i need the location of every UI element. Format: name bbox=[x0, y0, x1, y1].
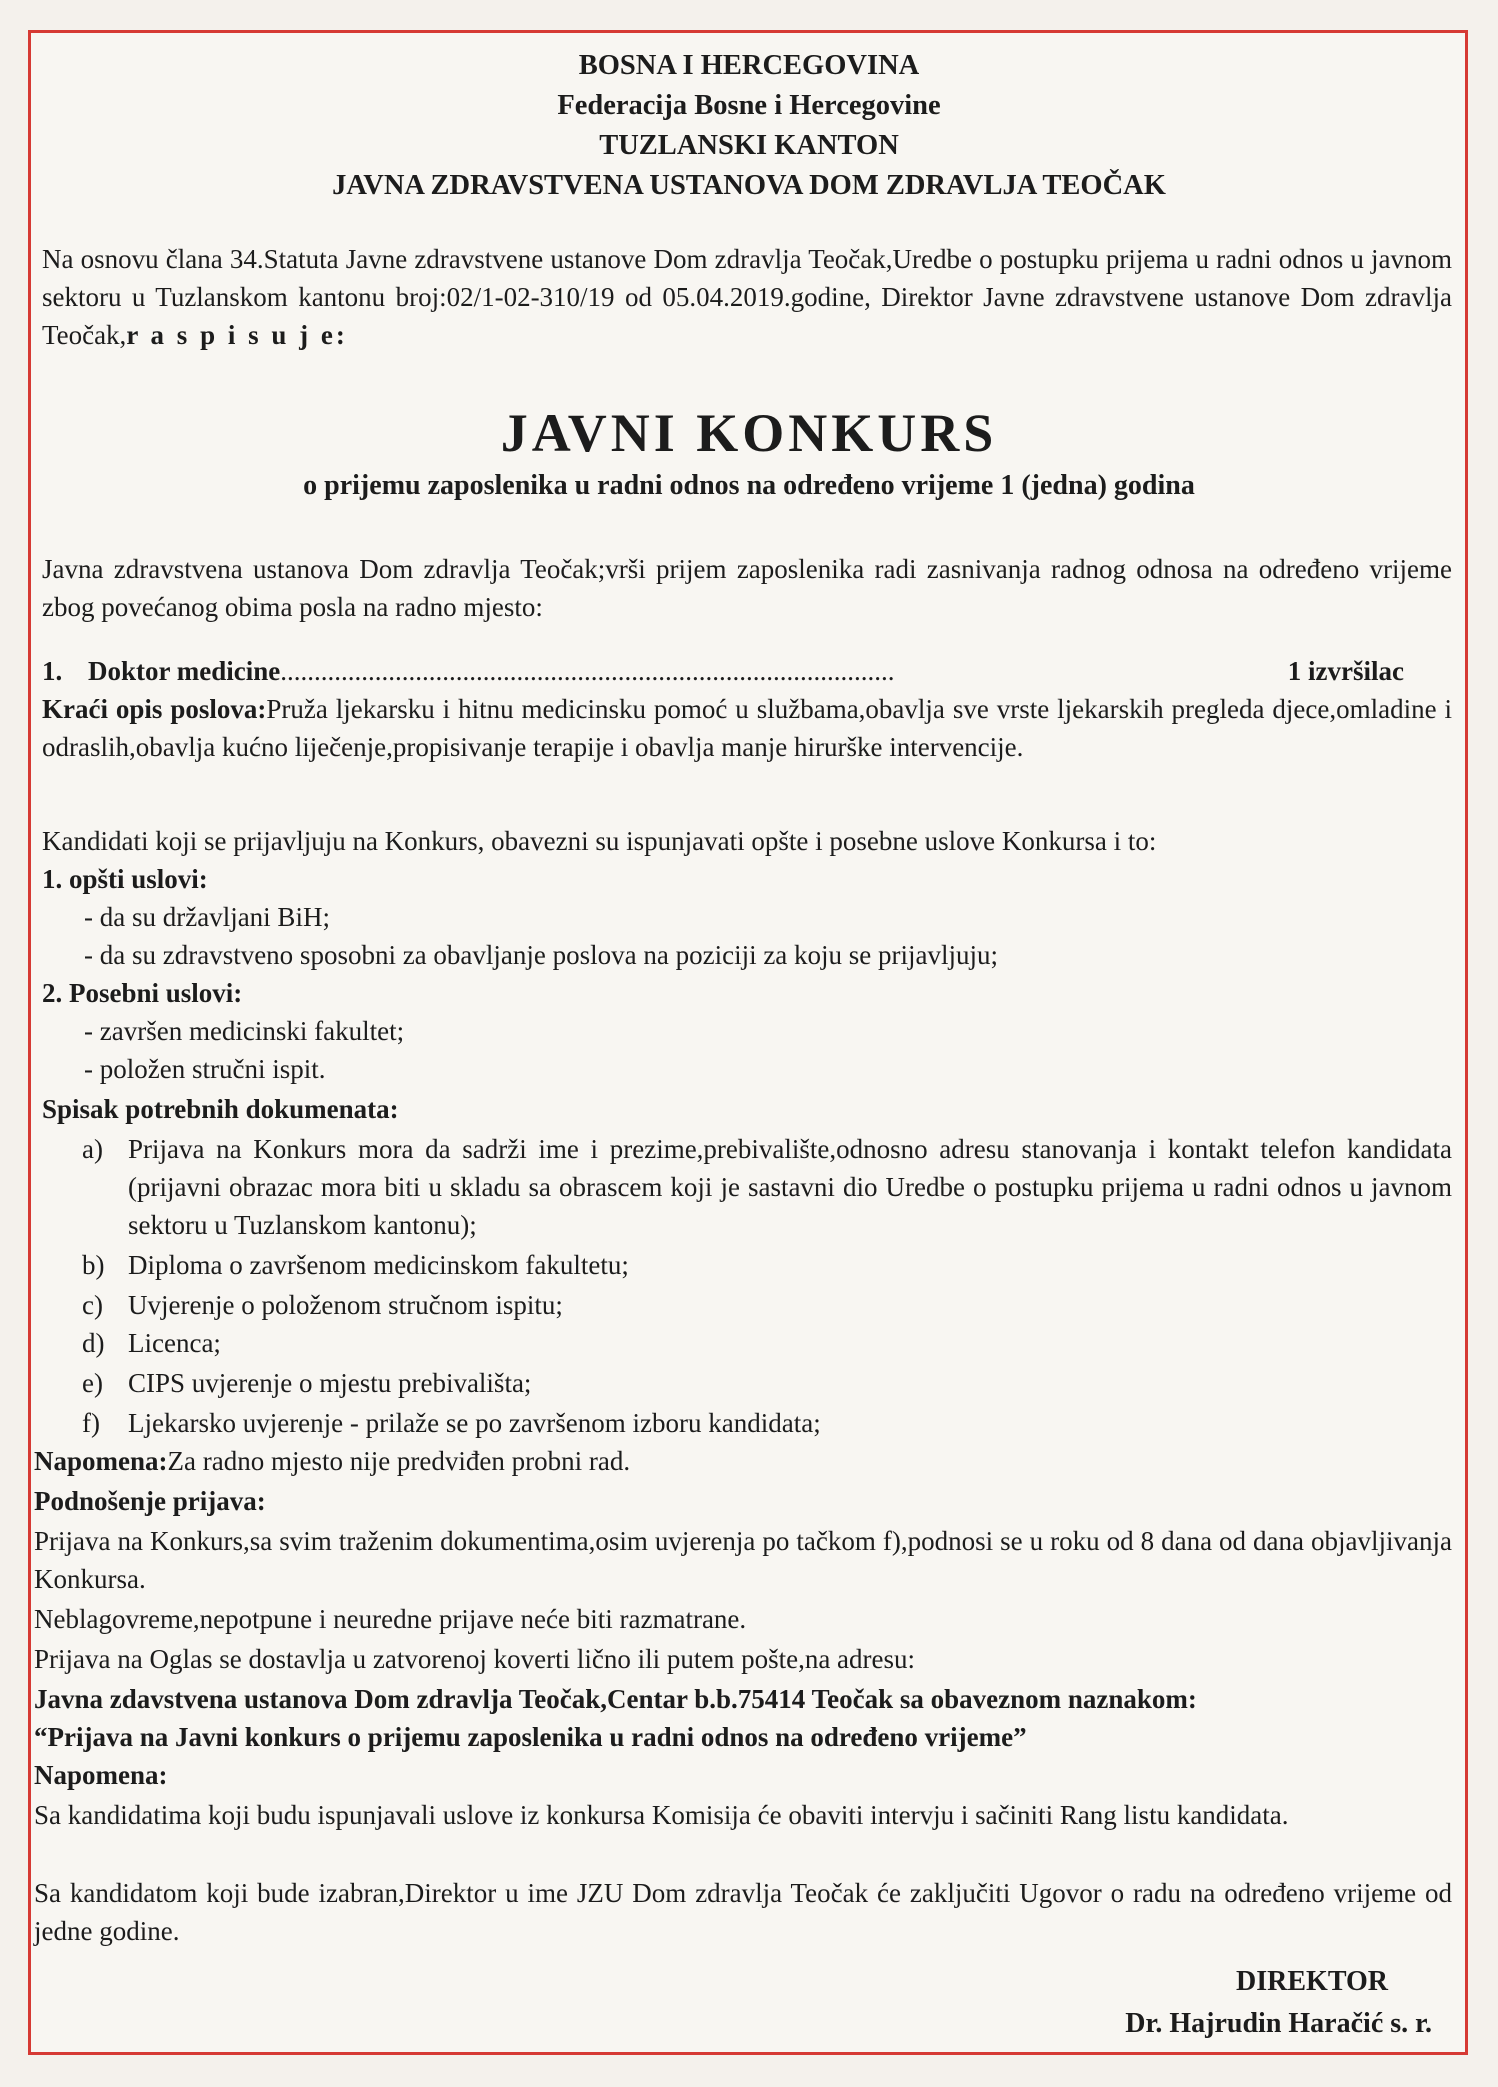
submission-label: Podnošenje prijava: bbox=[34, 1486, 266, 1516]
document-letter: f) bbox=[82, 1408, 100, 1438]
general-conditions-label: 1. opšti uslovi: bbox=[42, 864, 208, 894]
document-text: Prijava na Konkurs mora da sadrži ime i prezime,prebivalište,odnosno adresu stanovanja i kontakt telefon kandidata (prijavni obrazac mora biti u skladu sa obrascem koji je sastavni dio Uredbe o postupku prijema u radni odnos u javnom sektoru u Tuzlanskom kantonu); bbox=[128, 1134, 1452, 1240]
purpose-paragraph: Javna zdravstvena ustanova Dom zdravlja Teočak;vrši prijem zaposlenika radi zasnivanja radnog odnosa na određeno vrijeme zbog povećanog obima posla na radno mjesto: bbox=[42, 554, 1452, 622]
submission-rejection: Neblagovreme,nepotpune i neuredne prijave neće biti razmatrane. bbox=[34, 1604, 747, 1634]
header-federation: Federacija Bosne i Hercegovine bbox=[557, 90, 941, 121]
intro-paragraph bbox=[42, 240, 1452, 354]
job-description-text: Pruža ljekarsku i hitnu medicinsku pomoć u službama,obavlja sve vrste ljekarskih pregleda djece,omladine i odraslih,obavlja kućno liječenje,propisivanje terapije i obavlja manje hirurške intervencije. bbox=[42, 694, 1452, 762]
note-label: Napomena: bbox=[34, 1446, 168, 1476]
submission-address: Javna zdavstvena ustanova Dom zdravlja Teočak,Centar b.b.75414 Teočak sa obaveznom naznakom: bbox=[34, 1684, 1197, 1714]
header-institution: JAVNA ZDRAVSTVENA USTANOVA DOM ZDRAVLJA TEOČAK bbox=[332, 170, 1166, 201]
document-letter: e) bbox=[82, 1368, 103, 1398]
document-text: Ljekarsko uvjerenje - prilaže se po završenom izboru kandidata; bbox=[128, 1408, 821, 1438]
general-condition-item: - da su zdravstveno sposobni za obavljanje poslova na poziciji za koju se prijavljuju; bbox=[84, 940, 999, 970]
position-number: 1. bbox=[42, 656, 63, 686]
page-title: JAVNI KONKURS bbox=[500, 403, 998, 463]
general-condition-item: - da su državljani BiH; bbox=[84, 902, 330, 932]
job-description-label: Kraći opis poslova: bbox=[42, 694, 267, 724]
document-letter: c) bbox=[82, 1290, 103, 1320]
document-text: Uvjerenje o položenom stručnom ispitu; bbox=[128, 1290, 563, 1320]
documents-label: Spisak potrebnih dokumenata: bbox=[42, 1094, 399, 1124]
document-text: Diploma o završenom medicinskom fakultetu; bbox=[128, 1250, 629, 1280]
special-conditions-label: 2. Posebni uslovi: bbox=[42, 978, 243, 1008]
note2-contract: Sa kandidatom koji bude izabran,Direktor u ime JZU Dom zdravlja Teočak će zaključiti Ugovor o radu na određeno vrijeme od jedne godine. bbox=[34, 1878, 1452, 1946]
submission-mark: “Prijava na Javni konkurs o prijemu zaposlenika u radni odnos na određeno vrijeme” bbox=[34, 1722, 1027, 1752]
special-condition-item: - završen medicinski fakultet; bbox=[84, 1016, 405, 1046]
position-name: Doktor medicine bbox=[88, 656, 281, 686]
signature-title: DIREKTOR bbox=[1236, 1966, 1388, 1997]
job-description bbox=[42, 690, 1452, 766]
document-item bbox=[82, 1286, 1452, 1324]
signature-name: Dr. Hajrudin Haračić s. r. bbox=[1125, 2008, 1432, 2039]
note2-label: Napomena: bbox=[34, 1760, 168, 1790]
special-condition-item: - položen stručni ispit. bbox=[84, 1054, 326, 1084]
intro-raspisuje: r a s p i s u j e: bbox=[126, 320, 348, 350]
note-probation bbox=[34, 1442, 630, 1480]
header-country: BOSNA I HERCEGOVINA bbox=[578, 50, 920, 81]
position-dots: ........................................................................................... bbox=[280, 656, 895, 686]
submission-delivery: Prijava na Oglas se dostavlja u zatvorenoj koverti lično ili putem pošte,na adresu: bbox=[34, 1644, 916, 1674]
position-count: 1 izvršilac bbox=[1287, 656, 1404, 686]
submission-deadline: Prijava na Konkurs,sa svim traženim dokumentima,osim uvjerenja po tačkom f),podnosi se u roku od 8 dana od dana objavljivanja Konkursa. bbox=[34, 1526, 1452, 1594]
note2-interview: Sa kandidatima koji budu ispunjavali uslove iz konkursa Komisija će obaviti intervju i sačiniti Rang listu kandidata. bbox=[34, 1800, 1289, 1830]
document-item bbox=[82, 1364, 1452, 1402]
intro-text: Na osnovu člana 34.Statuta Javne zdravstvene ustanove Dom zdravlja Teočak,Uredbe o postupku prijema u radni odnos u javnom sektoru u Tuzlanskom kantonu broj:02/1-02-310/19 od 05.04.2019.godine, Direktor Javne zdravstvene ustanove Dom zdravlja Teočak, bbox=[42, 244, 1452, 350]
document-letter: d) bbox=[82, 1328, 105, 1358]
document-item bbox=[82, 1324, 1452, 1362]
conditions-intro: Kandidati koji se prijavljuju na Konkurs, obavezni su ispunjavati opšte i posebne uslove Konkursa i to: bbox=[42, 826, 1157, 856]
document-letter: a) bbox=[82, 1134, 103, 1164]
note-text: Za radno mjesto nije predviđen probni rad. bbox=[167, 1446, 631, 1476]
document-item bbox=[82, 1404, 1452, 1442]
document-item bbox=[82, 1246, 1452, 1284]
position-line bbox=[42, 652, 1452, 690]
page-subtitle: o prijemu zaposlenika u radni odnos na određeno vrijeme 1 (jedna) godina bbox=[303, 470, 1195, 501]
document-letter: b) bbox=[82, 1250, 105, 1280]
document-text: Licenca; bbox=[128, 1328, 221, 1358]
header-canton: TUZLANSKI KANTON bbox=[599, 130, 899, 161]
document-text: CIPS uvjerenje o mjestu prebivališta; bbox=[128, 1368, 532, 1398]
document-item bbox=[82, 1130, 1452, 1244]
